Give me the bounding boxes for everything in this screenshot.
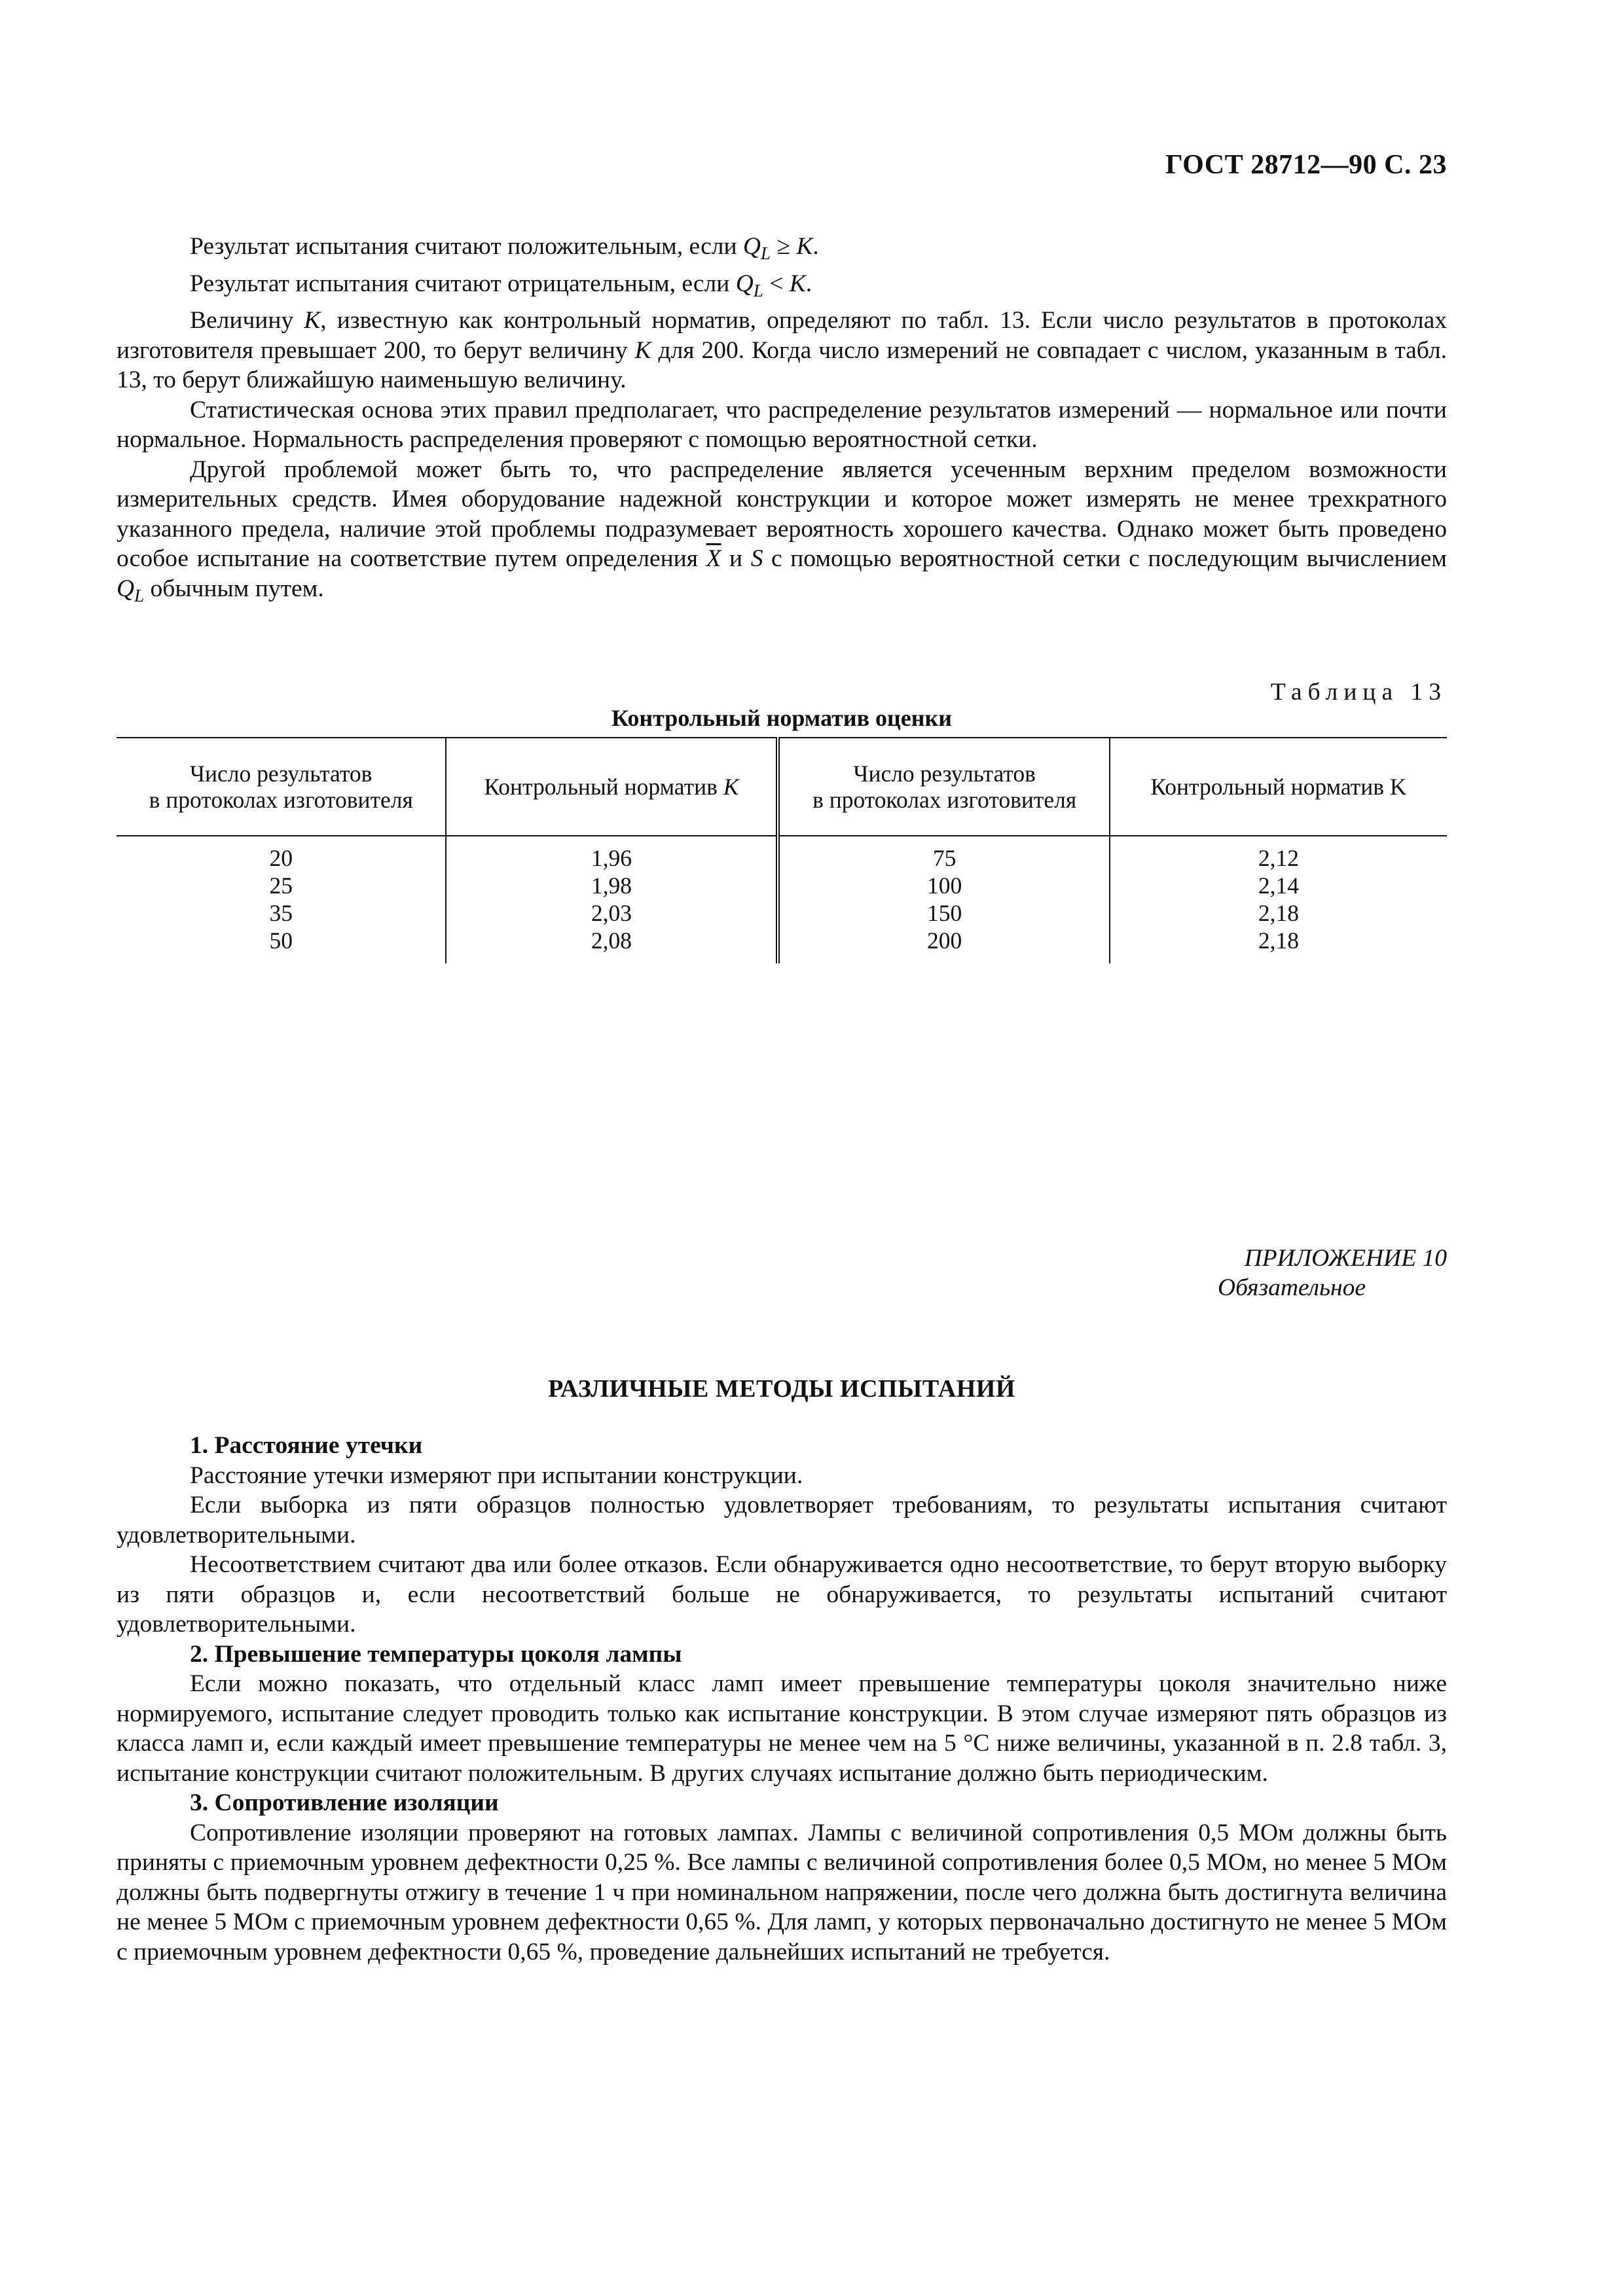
- math-sub-l: L: [760, 243, 771, 263]
- paragraph-negative-result: [117, 269, 1447, 306]
- page-header: ГОСТ 28712—90 С. 23: [1165, 150, 1447, 180]
- paragraph-truncation: [117, 455, 1447, 611]
- heading-creepage-distance: 1. Расстояние утечки: [190, 1432, 423, 1459]
- text-run: для 200. Когда число измерений не совпадает с числом, указанным в табл. 13, то берут ближайшую наименьшую величину.: [117, 336, 1447, 393]
- text-run: Результат испытания считают отрицательным, если: [190, 270, 736, 297]
- cell-k: 2,03: [446, 899, 778, 927]
- appendix-status: Обязательное: [1218, 1274, 1366, 1301]
- paragraph-creepage-2: Если выборка из пяти образцов полностью удовлетворяет требованиям, то результаты испытания считают удовлетворительными.: [117, 1492, 1447, 1549]
- text-run: и: [721, 545, 751, 572]
- math-x-bar: $\overline{X}$: [706, 545, 721, 572]
- table-row: [117, 872, 1447, 899]
- math-q: Q: [742, 233, 761, 260]
- paragraph-creepage-3: Несоответствием считают два или более отказов. Если обнаруживается одно несоответствие, то берут вторую выборку из пяти образцов и, если несоответствий больше не обнаруживается, то результаты испытаний считают удовлетворительными.: [117, 1551, 1447, 1638]
- text-run: Результат испытания считают положительным, если: [190, 233, 743, 260]
- math-s: S: [750, 545, 763, 572]
- section-title: РАЗЛИЧНЫЕ МЕТОДЫ ИСПЫТАНИЙ: [548, 1375, 1015, 1403]
- header-cell-k-2: Контрольный норматив K: [1110, 738, 1447, 836]
- paragraph-cap-temperature: Если можно показать, что отдельный класс ламп имеет превышение температуры цоколя значительно ниже нормируемого, испытание следует проводить только как испытание конструкции. В этом случае измеряют пять образцов из класса ламп и, если каждый имеет превышение температуры не менее чем на 5 °С ниже величины, указанной в п. 2.8 табл. 3, испытание конструкции считают положительным. В других случаях испытание должно быть периодическим.: [117, 1670, 1447, 1787]
- header-line: Контрольный норматив: [484, 774, 723, 800]
- table-row: [117, 836, 1447, 872]
- cell-k: 2,18: [1110, 927, 1447, 963]
- math-sub-l: L: [134, 585, 145, 605]
- table-header-row: [117, 738, 1447, 836]
- header-cell-count-2: [778, 738, 1109, 836]
- cell-count: 25: [269, 872, 293, 899]
- table-title: Контрольный норматив оценки: [611, 705, 952, 731]
- text-run: обычным путем.: [144, 575, 324, 602]
- math-k: K: [723, 774, 739, 800]
- math-k: K: [796, 233, 813, 260]
- header-line: в протоколах изготовителя: [149, 787, 413, 813]
- text-run: .: [805, 270, 812, 297]
- cell-k: 2,14: [1110, 872, 1447, 899]
- cell-count: 20: [269, 845, 293, 871]
- math-k: K: [634, 336, 651, 364]
- paragraph-insulation-resistance: Сопротивление изоляции проверяют на готовых лампах. Лампы с величиной сопротивления 0,5 МОм должны быть приняты с приемочным уровнем дефектности 0,25 %. Все лампы с величиной сопротивления более 0,5 МОм, но менее 5 МОм должны быть подвергнуты отжигу в течение 1 ч при номинальном напряжении, после чего должна быть достигнута величина не менее 5 МОм с приемочным уровнем дефектности 0,65 %. Для ламп, у которых первоначально достигнуто не менее 5 МОм с приемочным уровнем дефектности 0,65 %, проведение дальнейших испытаний не требуется.: [117, 1819, 1447, 1965]
- cell-k: 2,12: [1110, 836, 1447, 872]
- math-sub-l: L: [753, 280, 763, 300]
- text-run: Величину: [190, 307, 304, 334]
- math-q: Q: [735, 270, 754, 297]
- header-line: Число результатов: [853, 761, 1036, 787]
- appendix-label: [1113, 1244, 1447, 1302]
- paragraph-statistics: Статистическая основа этих правил предполагает, что распределение результатов измерений — нормальное или почти нормальное. Нормальность распределения проверяют с помощью вероятностной сетки.: [117, 396, 1447, 453]
- table-row: [117, 927, 1447, 963]
- text-run: с помощью вероятностной сетки с последующим вычислением: [763, 545, 1448, 572]
- appendix-number: ПРИЛОЖЕНИЕ 10: [1244, 1245, 1447, 1272]
- cell-count: 50: [269, 927, 293, 954]
- cell-count: 200: [778, 927, 1109, 963]
- cell-count: 75: [778, 836, 1109, 872]
- text-run: .: [812, 233, 819, 260]
- intro-text: [117, 232, 1447, 611]
- methods-text: [117, 1431, 1447, 1967]
- math-k: K: [304, 307, 321, 334]
- text-run: <: [763, 270, 790, 297]
- text-run: , известную как контрольный норматив, определяют по табл. 13. Если число результатов в протоколах изготовителя превышает 200, то берут величину: [117, 307, 1447, 364]
- math-q: Q: [117, 575, 135, 602]
- cell-k: 2,18: [1110, 899, 1447, 927]
- text-run: ≥: [771, 233, 797, 260]
- cell-count: 150: [778, 899, 1109, 927]
- header-line: в протоколах изготовителя: [812, 787, 1077, 813]
- heading-insulation-resistance: 3. Сопротивление изоляции: [190, 1789, 499, 1816]
- table-caption: Таблица 13: [1270, 679, 1447, 706]
- header-cell-k-1: [446, 738, 778, 836]
- control-standard-table: [117, 737, 1447, 963]
- text-run: Другой проблемой может быть то, что распределение является усеченным верхним пределом возможности измерительных средств. Имея оборудование надежной конструкции и которое может измерять не менее трехкратного указанного предела, наличие этой проблемы подразумевает вероятность хорошего качества. Однако может быть проведено особое испытание на соответствие путем определения: [117, 456, 1447, 572]
- header-line: Число результатов: [189, 761, 373, 787]
- math-k: K: [789, 270, 806, 297]
- cell-k: 1,96: [446, 836, 778, 872]
- cell-count: 35: [269, 900, 293, 926]
- paragraph-k-value: [117, 306, 1447, 395]
- table-row: [117, 899, 1447, 927]
- paragraph-positive-result: [117, 232, 1447, 269]
- paragraph-creepage-1: Расстояние утечки измеряют при испытании конструкции.: [190, 1462, 803, 1489]
- heading-cap-temperature: 2. Превышение температуры цоколя лампы: [190, 1640, 682, 1668]
- cell-k: 1,98: [446, 872, 778, 899]
- header-cell-count-1: [117, 738, 446, 836]
- cell-k: 2,08: [446, 927, 778, 963]
- cell-count: 100: [778, 872, 1109, 899]
